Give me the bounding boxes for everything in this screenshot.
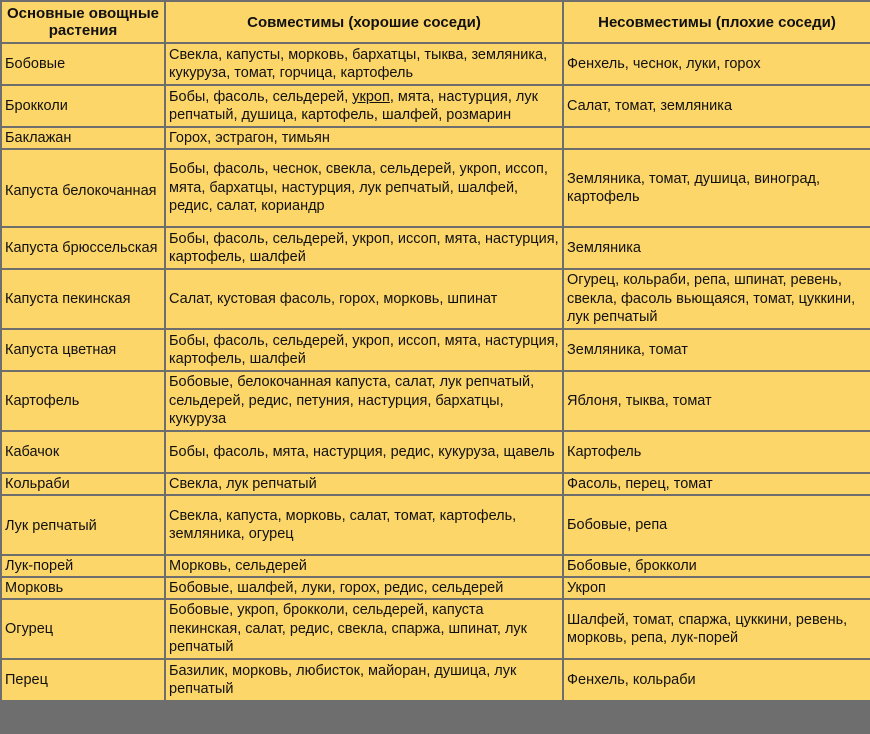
plant-name: Огурец <box>2 600 164 658</box>
good-neighbors: Бобы, фасоль, чеснок, свекла, сельдерей, укроп, иссоп, мята, бархатцы, настурция, лук репчатый, шалфей, редис, салат, кориандр <box>166 150 562 226</box>
good-neighbors: Бобовые, шалфей, луки, горох, редис, сельдерей <box>166 578 562 598</box>
good-neighbors: Бобы, фасоль, сельдерей, укроп, иссоп, мята, настурция, картофель, шалфей <box>166 228 562 268</box>
bad-neighbors: Бобовые, брокколи <box>564 556 870 576</box>
bad-neighbors: Фенхель, чеснок, луки, горох <box>564 44 870 84</box>
table-row <box>2 150 870 226</box>
plant-name: Морковь <box>2 578 164 598</box>
table-row <box>2 372 870 430</box>
bad-neighbors: Шалфей, томат, спаржа, цуккини, ревень, морковь, репа, лук-порей <box>564 600 870 658</box>
bad-neighbors: Земляника, томат, душица, виноград, картофель <box>564 150 870 226</box>
plant-name: Капуста белокочанная <box>2 150 164 226</box>
table-row <box>2 600 870 658</box>
table-row <box>2 496 870 554</box>
good-neighbors: Свекла, капусты, морковь, бархатцы, тыква, земляника, кукуруза, томат, горчица, картофель <box>166 44 562 84</box>
good-text-part: Бобы, фасоль, сельдерей, <box>169 88 353 105</box>
header-plant: Основные овощные растения <box>2 2 164 42</box>
table-row <box>2 474 870 494</box>
header-good-neighbors: Совместимы (хорошие соседи) <box>166 2 562 42</box>
bad-neighbors: Картофель <box>564 432 870 472</box>
plant-name: Перец <box>2 660 164 700</box>
table-row <box>2 660 870 700</box>
good-neighbors: Бобы, фасоль, мята, настурция, редис, кукуруза, щавель <box>166 432 562 472</box>
bad-neighbors: Фенхель, кольраби <box>564 660 870 700</box>
bad-neighbors: Огурец, кольраби, репа, шпинат, ревень, свекла, фасоль вьющаяся, томат, цуккини, лук репчатый <box>564 270 870 328</box>
plant-name: Кабачок <box>2 432 164 472</box>
table-row <box>2 86 870 126</box>
good-neighbors: Бобовые, белокочанная капуста, салат, лук репчатый, сельдерей, редис, петуния, настурция, бархатцы, кукуруза <box>166 372 562 430</box>
table-header-row <box>2 2 870 42</box>
good-neighbors: Свекла, капуста, морковь, салат, томат, картофель, земляника, огурец <box>166 496 562 554</box>
table-row <box>2 556 870 576</box>
plant-name: Лук репчатый <box>2 496 164 554</box>
plant-name: Брокколи <box>2 86 164 126</box>
good-neighbors: Базилик, морковь, любисток, майоран, душица, лук репчатый <box>166 660 562 700</box>
bad-neighbors <box>564 128 870 148</box>
dill-link[interactable]: укроп <box>352 88 390 105</box>
table-row <box>2 128 870 148</box>
bad-neighbors: Яблоня, тыква, томат <box>564 372 870 430</box>
table-row <box>2 270 870 328</box>
plant-name: Лук-порей <box>2 556 164 576</box>
plant-name: Картофель <box>2 372 164 430</box>
bad-neighbors: Бобовые, репа <box>564 496 870 554</box>
good-neighbors: Горох, эстрагон, тимьян <box>166 128 562 148</box>
header-bad-neighbors: Несовместимы (плохие соседи) <box>564 2 870 42</box>
plant-name: Баклажан <box>2 128 164 148</box>
good-neighbors: Свекла, лук репчатый <box>166 474 562 494</box>
table-row <box>2 330 870 370</box>
table-row <box>2 578 870 598</box>
good-neighbors: Бобы, фасоль, сельдерей, укроп, иссоп, мята, настурция, картофель, шалфей <box>166 330 562 370</box>
bad-neighbors: Земляника <box>564 228 870 268</box>
plant-name: Капуста брюссельская <box>2 228 164 268</box>
good-neighbors <box>166 86 562 126</box>
bad-neighbors: Фасоль, перец, томат <box>564 474 870 494</box>
good-neighbors: Бобовые, укроп, брокколи, сельдерей, капуста пекинская, салат, редис, свекла, спаржа, шпинат, лук репчатый <box>166 600 562 658</box>
table-row <box>2 44 870 84</box>
table-row <box>2 432 870 472</box>
plant-name: Бобовые <box>2 44 164 84</box>
plant-name: Кольраби <box>2 474 164 494</box>
table-row <box>2 228 870 268</box>
bad-neighbors: Салат, томат, земляника <box>564 86 870 126</box>
bad-neighbors: Укроп <box>564 578 870 598</box>
good-neighbors: Морковь, сельдерей <box>166 556 562 576</box>
plant-name: Капуста цветная <box>2 330 164 370</box>
bad-neighbors: Земляника, томат <box>564 330 870 370</box>
good-neighbors: Салат, кустовая фасоль, горох, морковь, шпинат <box>166 270 562 328</box>
plant-name: Капуста пекинская <box>2 270 164 328</box>
good-text-part: , мята, настурция, лук репчатый, душица, картофель, шалфей, розмарин <box>169 88 538 123</box>
